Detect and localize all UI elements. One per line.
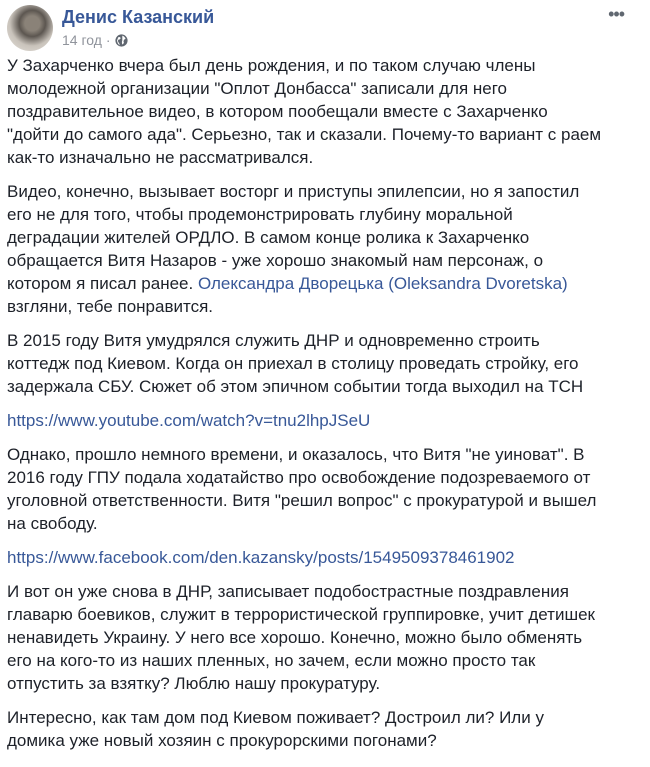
author-name[interactable]: Денис Казанский [62, 7, 215, 27]
text-line: отпустить за взятку? Люблю нашу прокуратуру. [7, 674, 381, 693]
paragraph-5 [7, 580, 643, 695]
more-options-button[interactable]: ••• [608, 4, 624, 24]
text-line: Видео, конечно, вызывает восторг и приступы эпилепсии, но я запостил [7, 182, 580, 201]
text-line: молодежной организации "Оплот Донбасса" записали для него [7, 79, 508, 98]
facebook-post-link[interactable]: https://www.facebook.com/den.kazansky/posts/1549509378461902 [7, 548, 515, 567]
post-meta [62, 32, 128, 48]
post-time[interactable]: 14 год [62, 32, 102, 48]
text-line: коттедж под Киевом. Когда он приехал в столицу проведать стройку, его [7, 354, 579, 373]
paragraph-facebook-link [7, 546, 643, 569]
text-line: на свободу. [7, 514, 98, 533]
text-line: его на кого-то из наших пленных, но зачем, если можно просто так [7, 651, 536, 670]
text-line: 2016 году ГПУ подала ходатайство про освобождение подозреваемого от [7, 468, 591, 487]
author-avatar[interactable] [7, 5, 53, 51]
text-line: деградации жителей ОРДЛО. В самом конце ролика к Захарченко [7, 228, 530, 247]
text-line: как-то изначально не рассматривался. [7, 148, 314, 167]
meta-separator: · [105, 32, 111, 48]
text-line: взгляни, тебе понравится. [7, 297, 214, 316]
text-line: У Захарченко вчера был день рождения, и по таком случаю члены [7, 56, 536, 75]
text-segment: котором я писал ранее. [7, 274, 198, 293]
text-line: его не для того, чтобы продемонстрировать глубину моральной [7, 205, 513, 224]
text-line: Интересно, как там дом под Киевом поживает? Достроил ли? Или у [7, 708, 544, 727]
youtube-link[interactable]: https://www.youtube.com/watch?v=tnu2lhpJSeU [7, 411, 371, 430]
text-line: уголовной ответственности. Витя "решил вопрос" с прокуратурой и вышел [7, 491, 597, 510]
text-line: главарю боевиков, служит в террористической группировке, учит детишек [7, 605, 595, 624]
paragraph-youtube-link [7, 409, 643, 432]
globe-icon[interactable] [115, 34, 128, 47]
text-line: обращается Витя Назаров - уже хорошо знакомый нам персонаж, о [7, 251, 544, 270]
text-line: домика уже новый хозяин с прокурорскими погонами? [7, 731, 437, 750]
text-line [7, 272, 643, 295]
paragraph-4 [7, 443, 643, 535]
mention-link[interactable]: Олександра Дворецька (Oleksandra Dvoretska) [197, 274, 568, 293]
paragraph-3 [7, 329, 643, 398]
post-body [7, 54, 643, 763]
text-line: ненавидеть Украину. У него все хорошо. Конечно, можно было обменять [7, 628, 583, 647]
paragraph-1 [7, 54, 643, 169]
text-line: поздравительное видео, в котором пообещали вместе с Захарченко [7, 102, 548, 121]
text-line: Однако, прошло немного времени, и оказалось, что Витя "не уиноват". В [7, 445, 585, 464]
paragraph-2 [7, 180, 643, 318]
text-line: задержала СБУ. Сюжет об этом эпичном событии тогда выходил на ТСН [7, 377, 584, 396]
paragraph-6 [7, 706, 643, 752]
text-line: "дойти до самого ада". Серьезно, так и сказали. Почему-то вариант с раем [7, 125, 602, 144]
text-line: В 2015 году Витя умудрялся служить ДНР и одновременно строить [7, 331, 540, 350]
text-line: И вот он уже снова в ДНР, записывает подобострастные поздравления [7, 582, 569, 601]
